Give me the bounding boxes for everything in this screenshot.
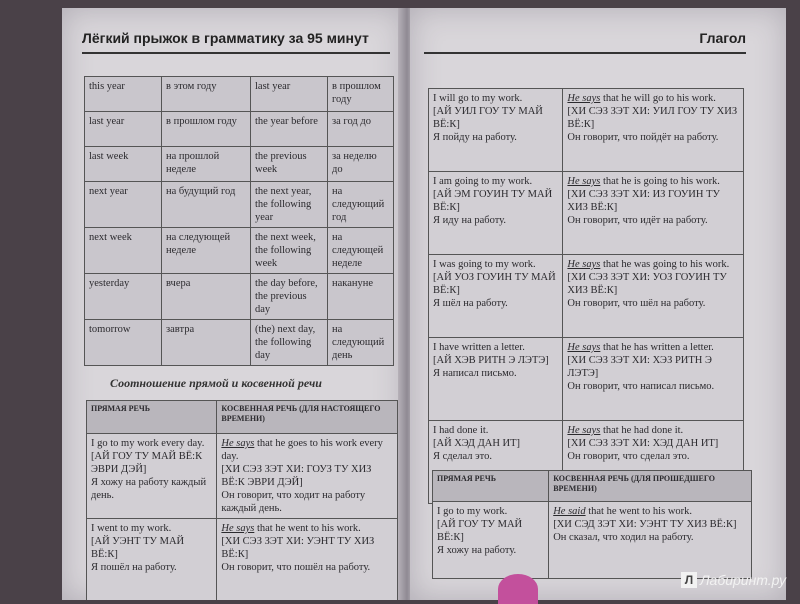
table-row <box>85 228 394 274</box>
table-cell: last year <box>251 77 328 112</box>
direct-line: [АЙ УОЗ ГОУИН ТУ МАЙ ВЁ:К] <box>433 272 556 296</box>
direct-line: I am going to my work. <box>433 176 533 187</box>
indirect-text: that he went to his work. <box>588 506 693 517</box>
table-cell: yesterday <box>85 274 162 320</box>
table-cell: the next week, the following week <box>251 228 328 274</box>
table-cell: накануне <box>328 274 394 320</box>
indirect-translation: Он говорит, что пошёл на работу. <box>221 562 371 573</box>
table-cell: this year <box>85 77 162 112</box>
speech-table-present <box>86 400 398 600</box>
indirect-text: that he has written a letter. <box>602 342 714 353</box>
direct-line: I have written a letter. <box>433 342 525 353</box>
says-phrase: He said <box>553 506 586 517</box>
table-cell: в прошлом году <box>328 77 394 112</box>
table-cell: на следующей неделе <box>328 228 394 274</box>
indirect-speech-cell <box>217 434 398 519</box>
says-phrase: He says <box>567 425 601 436</box>
says-phrase: He says <box>567 93 601 104</box>
indirect-speech-cell <box>217 519 398 601</box>
table-row <box>85 147 394 182</box>
labirint-logo-icon: Л <box>681 572 697 588</box>
indirect-line <box>567 258 739 271</box>
col-header-direct-past: ПРЯМАЯ РЕЧЬ <box>433 471 549 502</box>
direct-line: [АЙ ХЭВ РИТН Э ЛЭТЭ] <box>433 355 549 366</box>
direct-line: [АЙ ХЭД ДАН ИТ] <box>433 438 521 449</box>
direct-line: Я пошёл на работу. <box>91 562 177 573</box>
speech-row <box>87 434 398 519</box>
table-cell: next week <box>85 228 162 274</box>
indirect-transcription: [ХИ СЭЗ ЗЭТ ХИ: ИЗ ГОУИН ТУ ХИЗ ВЁ:К] <box>567 189 720 213</box>
indirect-speech-cell <box>549 502 752 579</box>
says-phrase: He says <box>221 438 255 449</box>
table-cell: в этом году <box>162 77 251 112</box>
indirect-transcription: [ХИ СЭД ЗЭТ ХИ: УЭНТ ТУ ХИЗ ВЁ:К] <box>553 519 737 530</box>
speech-row <box>87 519 398 601</box>
time-expressions-table <box>84 76 394 366</box>
speech-row <box>429 172 744 255</box>
direct-line: I had done it. <box>433 425 489 436</box>
table-cell: the day before, the previous day <box>251 274 328 320</box>
indirect-translation: Он говорит, что написал письмо. <box>567 381 715 392</box>
left-header-rule <box>82 52 390 54</box>
direct-line: [АЙ УЭНТ ТУ МАЙ ВЁ:К] <box>91 536 185 560</box>
table-cell: tomorrow <box>85 320 162 366</box>
right-header-rule <box>424 52 746 54</box>
table-cell: на прошлой неделе <box>162 147 251 182</box>
table-cell: на следующий день <box>328 320 394 366</box>
says-phrase: He says <box>567 342 601 353</box>
indirect-text: that he had done it. <box>602 425 684 436</box>
indirect-speech-cell <box>563 172 744 255</box>
direct-speech-cell <box>87 519 217 601</box>
table-cell: last week <box>85 147 162 182</box>
indirect-line <box>567 341 739 354</box>
direct-line: Я шёл на работу. <box>433 298 508 309</box>
direct-speech-cell <box>429 172 563 255</box>
direct-line: [АЙ ГОУ ТУ МАЙ ВЁ:К] <box>437 519 523 543</box>
direct-line: [АЙ УИЛ ГОУ ТУ МАЙ ВЁ:К] <box>433 106 543 130</box>
indirect-transcription: [ХИ СЭЗ ЗЭТ ХИ: УИЛ ГОУ ТУ ХИЗ ВЁ:К] <box>567 106 738 130</box>
direct-speech-cell <box>87 434 217 519</box>
table-row <box>85 77 394 112</box>
watermark-text: Лабиринт.ру <box>699 572 786 588</box>
indirect-translation: Он говорит, что шёл на работу. <box>567 298 706 309</box>
table-cell: the previous week <box>251 147 328 182</box>
direct-line: Я иду на работу. <box>433 215 507 226</box>
table-row <box>85 320 394 366</box>
direct-line: I went to my work. <box>91 523 172 534</box>
col-header-indirect-past: КОСВЕННАЯ РЕЧЬ (ДЛЯ ПРОШЕДШЕГО ВРЕМЕНИ) <box>549 471 752 502</box>
indirect-transcription: [ХИ СЭЗ ЗЭТ ХИ: ХЭЗ РИТН Э ЛЭТЭ] <box>567 355 712 379</box>
table-cell: the year before <box>251 112 328 147</box>
table-cell: в прошлом году <box>162 112 251 147</box>
table-cell: на следующей неделе <box>162 228 251 274</box>
indirect-translation: Он говорит, что сделал это. <box>567 451 690 462</box>
table-cell: last year <box>85 112 162 147</box>
speech-row <box>429 89 744 172</box>
table-cell: the next year, the following year <box>251 182 328 228</box>
indirect-transcription: [ХИ СЭЗ ЗЭТ ХИ: ГОУЗ ТУ ХИЗ ВЁ:К ЭВРИ ДЭЙ] <box>221 464 372 488</box>
indirect-transcription: [ХИ СЭЗ ЗЭТ ХИ: ХЭД ДАН ИТ] <box>567 438 719 449</box>
indirect-speech-cell <box>563 338 744 421</box>
says-phrase: He says <box>221 523 255 534</box>
col-header-direct: ПРЯМАЯ РЕЧЬ <box>87 401 217 434</box>
direct-line: [АЙ ЭМ ГОУИН ТУ МАЙ ВЁ:К] <box>433 189 553 213</box>
indirect-speech-cell <box>563 89 744 172</box>
direct-line: Я хожу на работу. <box>437 545 517 556</box>
says-phrase: He says <box>567 176 601 187</box>
indirect-transcription: [ХИ СЭЗ ЗЭТ ХИ: УЭНТ ТУ ХИЗ ВЁ:К] <box>221 536 375 560</box>
speech-row <box>433 502 752 579</box>
indirect-line <box>567 92 739 105</box>
table-row <box>85 274 394 320</box>
direct-speech-cell <box>433 502 549 579</box>
right-page <box>410 8 786 600</box>
indirect-translation: Он говорит, что ходит на работу каждый день. <box>221 490 366 514</box>
indirect-line <box>553 505 747 518</box>
indirect-line <box>221 522 393 535</box>
direct-line: Я сделал это. <box>433 451 492 462</box>
table-cell: на будущий год <box>162 182 251 228</box>
direct-line: Я пойду на работу. <box>433 132 517 143</box>
indirect-text: that he is going to his work. <box>602 176 720 187</box>
table-cell: next year <box>85 182 162 228</box>
direct-line: I go to my work every day. <box>91 438 205 449</box>
section-title: Соотношение прямой и косвенной речи <box>110 376 322 390</box>
indirect-line <box>567 424 739 437</box>
indirect-text: that he was going to his work. <box>602 259 730 270</box>
direct-line: I go to my work. <box>437 506 508 517</box>
indirect-text: that he went to his work. <box>256 523 361 534</box>
table-row <box>85 112 394 147</box>
direct-line: I was going to my work. <box>433 259 536 270</box>
indirect-translation: Он говорит, что идёт на работу. <box>567 215 708 226</box>
direct-line: Я написал письмо. <box>433 368 517 379</box>
speech-table-past <box>432 470 752 579</box>
right-running-header: Глагол <box>699 30 746 46</box>
direct-speech-cell <box>429 255 563 338</box>
indirect-translation: Он сказал, что ходил на работу. <box>553 532 694 543</box>
speech-table-present-continued <box>428 88 744 504</box>
table-cell: за год до <box>328 112 394 147</box>
direct-speech-cell <box>429 338 563 421</box>
indirect-line <box>567 175 739 188</box>
direct-speech-cell <box>429 89 563 172</box>
table-cell: на следующий год <box>328 182 394 228</box>
speech-row <box>429 255 744 338</box>
speech-row <box>429 338 744 421</box>
direct-line: [АЙ ГОУ ТУ МАЙ ВЁ:К ЭВРИ ДЭЙ] <box>91 451 203 475</box>
left-running-header: Лёгкий прыжок в грамматику за 95 минут <box>82 30 369 46</box>
direct-line: Я хожу на работу каждый день. <box>91 477 207 501</box>
table-cell: вчера <box>162 274 251 320</box>
indirect-text: that he will go to his work. <box>602 93 716 104</box>
table-cell: завтра <box>162 320 251 366</box>
direct-line: I will go to my work. <box>433 93 523 104</box>
indirect-speech-cell <box>563 255 744 338</box>
left-page <box>62 8 404 600</box>
indirect-text: that he goes to his work every day. <box>221 438 383 462</box>
table-cell: за неделю до <box>328 147 394 182</box>
indirect-transcription: [ХИ СЭЗ ЗЭТ ХИ: УОЗ ГОУИН ТУ ХИЗ ВЁ:К] <box>567 272 727 296</box>
col-header-indirect: КОСВЕННАЯ РЕЧЬ (ДЛЯ НАСТОЯЩЕГО ВРЕМЕНИ) <box>217 401 398 434</box>
table-cell: (the) next day, the following day <box>251 320 328 366</box>
indirect-line <box>221 437 393 463</box>
indirect-translation: Он говорит, что пойдёт на работу. <box>567 132 719 143</box>
watermark <box>681 572 786 588</box>
says-phrase: He says <box>567 259 601 270</box>
table-row <box>85 182 394 228</box>
